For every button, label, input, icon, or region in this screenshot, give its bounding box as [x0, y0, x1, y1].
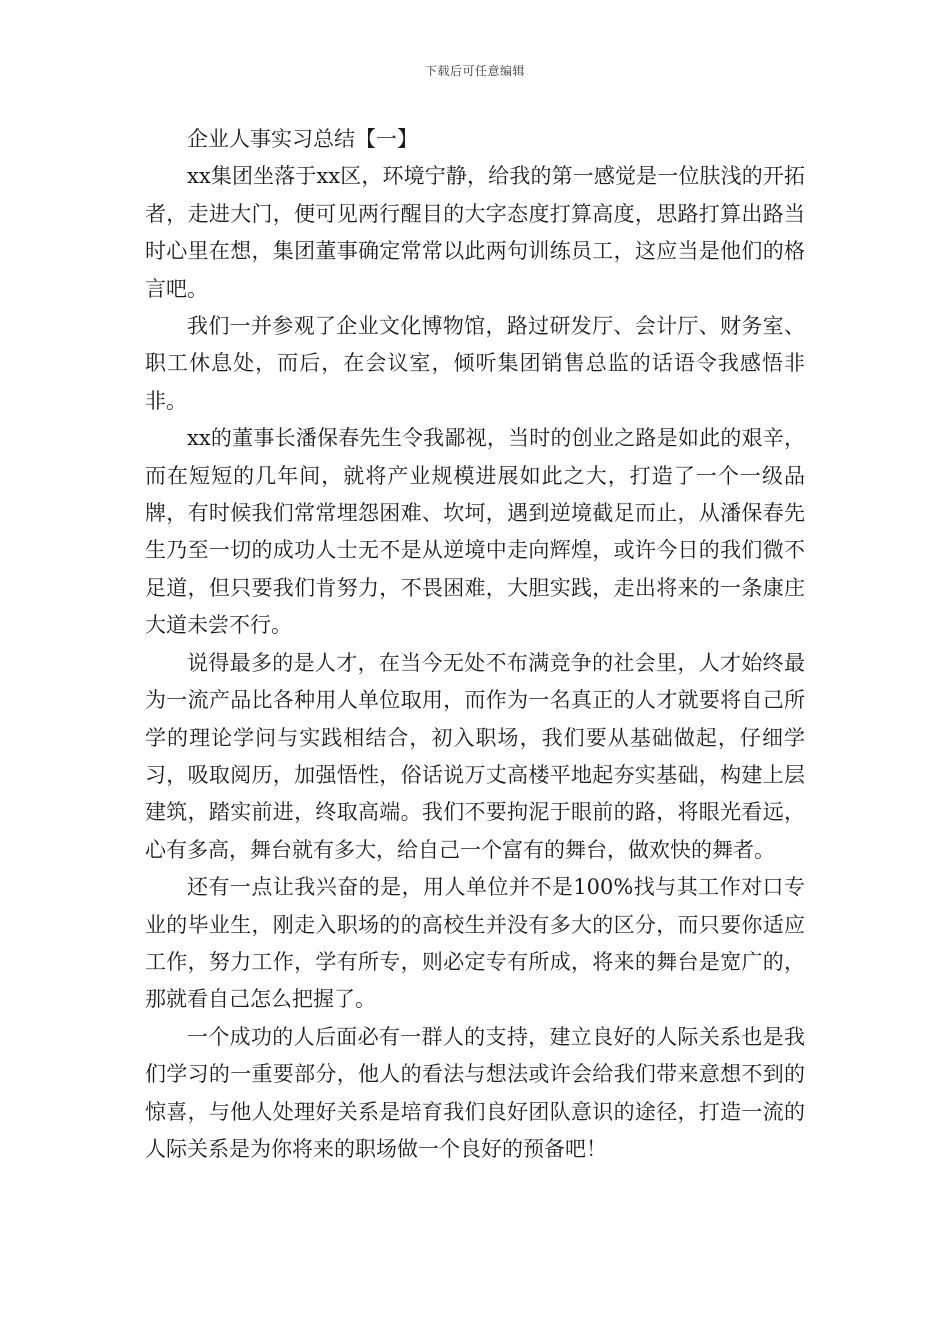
paragraph: 说得最多的是人才，在当今无处不布满竞争的社会里，人才始终最为一流产品比各种用人单位取用，而作为一名真正的人才就要将自己所学的理论学问与实践相结合，初入职场，我们要从基础做起，仔细学习，吸取阅历，加强悟性，俗话说万丈高楼平地起夯实基础，构建上层建筑，踏实前进，终取高端。我们不要拘泥于眼前的路，将眼光看远，心有多高，舞台就有多大，给自己一个富有的舞台，做欢快的舞者。: [145, 650, 805, 862]
paragraph: 还有一点让我兴奋的是，用人单位并不是100%找与其工作对口专业的毕业生，刚走入职场的的高校生并没有多大的区分，而只要你适应工作，努力工作，学有所专，则必定专有所成，将来的舞台是宽广的，那就看自己怎么把握了。: [145, 875, 805, 1012]
paragraph: 我们一并参观了企业文化博物馆，路过研发厅、会计厅、财务室、职工休息处，而后，在会议室，倾听集团销售总监的话语令我感悟非非。: [145, 314, 805, 413]
paragraph: 一个成功的人后面必有一群人的支持，建立良好的人际关系也是我们学习的一重要部分，他人的看法与想法或许会给我们带来意想不到的惊喜，与他人处理好关系是培育我们良好团队意识的途径，打造一流的人际关系是为你将来的职场做一个良好的预备吧！: [145, 1024, 805, 1161]
paragraph: xx的董事长潘保春先生令我鄙视，当时的创业之路是如此的艰辛，而在短短的几年间，就将产业规模进展如此之大，打造了一个一级品牌，有时候我们常常埋怨困难、坎坷，遇到逆境截足而止，从潘保春先生乃至一切的成功人士无不是从逆境中走向辉煌，或许今日的我们微不足道，但只要我们肯努力，不畏困难，大胆实践，走出将来的一条康庄大道未尝不行。: [145, 426, 805, 638]
page-header: 下载后可任意编辑: [424, 64, 525, 78]
document-body: [145, 121, 805, 1168]
document-title: 企业人事实习总结【一】: [187, 127, 418, 151]
paragraph: xx集团坐落于xx区，环境宁静，给我的第一感觉是一位肤浅的开拓者，走进大门，便可见两行醒目的大字态度打算高度，思路打算出路当时心里在想，集团董事确定常常以此两句训练员工，这应当是他们的格言吧。: [145, 164, 805, 301]
